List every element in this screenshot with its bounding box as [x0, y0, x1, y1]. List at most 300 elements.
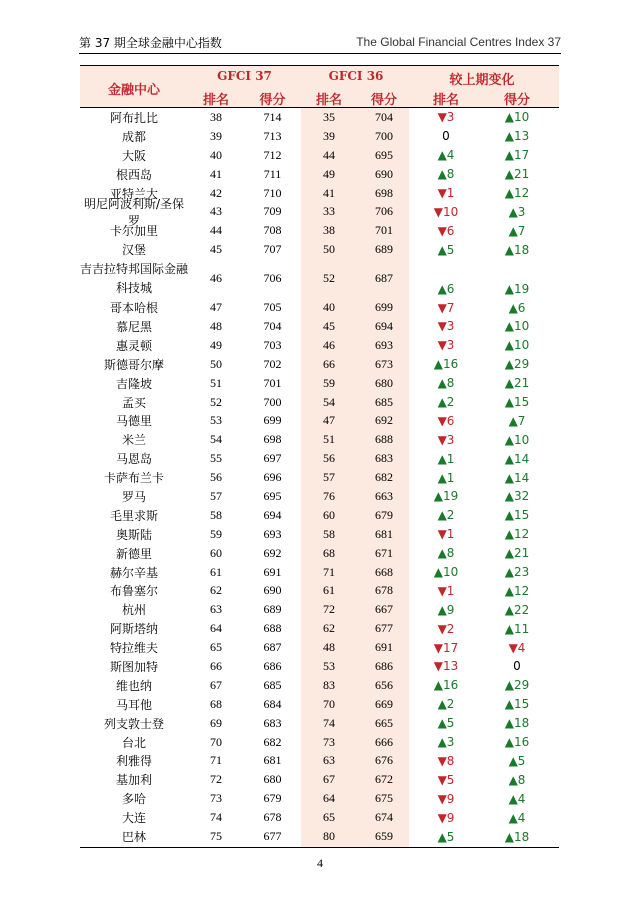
centre-name: 吉吉拉特邦国际金融科技城 — [80, 261, 189, 295]
score-change: ▲19 — [504, 282, 530, 297]
table-row — [80, 146, 559, 165]
score-37: 694 — [263, 507, 282, 522]
rank-37: 66 — [210, 658, 222, 673]
header-financial-centre: 金融中心 — [107, 83, 160, 98]
score-37: 713 — [263, 128, 282, 143]
score-37: 680 — [263, 772, 282, 787]
rank-36: 80 — [323, 829, 335, 843]
score-37: 703 — [263, 337, 282, 352]
table-top-rule — [80, 65, 559, 66]
table-row — [80, 108, 559, 127]
table-row — [80, 127, 559, 146]
header-rank-change: 排名 — [432, 93, 459, 108]
rank-change: ▼8 — [437, 753, 455, 768]
score-change: ▲12 — [504, 186, 530, 200]
rank-change: ▼6 — [437, 223, 455, 238]
score-36: 681 — [375, 526, 393, 541]
rank-37: 59 — [210, 526, 222, 541]
table-row — [80, 827, 559, 846]
score-change: ▲10 — [504, 338, 530, 353]
score-36: 668 — [375, 564, 393, 579]
rank-36: 66 — [323, 356, 335, 371]
rank-37: 46 — [210, 271, 222, 286]
page-number: 4 — [317, 856, 323, 870]
rank-change: ▼6 — [437, 413, 455, 428]
rank-change: ▼5 — [437, 772, 455, 787]
rank-37: 55 — [210, 451, 222, 466]
rank-37: 72 — [210, 772, 222, 787]
score-37: 706 — [263, 271, 282, 286]
table-row — [80, 808, 559, 827]
score-36: 669 — [375, 696, 393, 711]
score-36: 692 — [375, 413, 393, 428]
table-row — [80, 676, 559, 695]
score-36: 678 — [375, 583, 393, 598]
table-row — [80, 563, 559, 582]
score-37: 705 — [263, 300, 282, 315]
rank-36: 76 — [323, 488, 335, 503]
score-37: 677 — [263, 829, 282, 843]
centre-name: 台北 — [121, 735, 146, 750]
header-gfci36: GFCI 36 — [328, 69, 384, 83]
table-row — [80, 581, 559, 600]
rank-36: 48 — [323, 640, 335, 655]
rank-37: 61 — [210, 564, 222, 579]
centre-name: 明尼阿波利斯/圣保罗 — [83, 196, 185, 228]
score-37: 696 — [263, 470, 282, 485]
table-row — [80, 259, 559, 298]
rank-37: 50 — [210, 356, 222, 371]
rank-37: 74 — [210, 810, 222, 825]
rank-37: 60 — [210, 545, 222, 560]
rank-37: 54 — [210, 432, 222, 447]
centre-name: 巴林 — [121, 830, 146, 844]
score-37: 714 — [263, 109, 282, 124]
centre-name: 斯图加特 — [109, 659, 158, 674]
rank-36: 45 — [323, 318, 335, 333]
table-row — [80, 544, 559, 563]
rank-37: 44 — [210, 223, 222, 238]
score-36: 672 — [375, 772, 393, 787]
centre-name: 赫尔辛基 — [109, 565, 158, 580]
score-change: ▲5 — [508, 753, 526, 768]
score-36: 701 — [375, 223, 393, 238]
rank-37: 69 — [210, 715, 222, 730]
score-37: 678 — [263, 810, 282, 825]
score-change: ▲10 — [504, 432, 530, 447]
centre-name: 根西岛 — [115, 167, 152, 182]
rank-37: 39 — [210, 128, 222, 143]
centre-name: 吉隆坡 — [115, 376, 152, 391]
rank-37: 73 — [210, 791, 222, 806]
score-36: 694 — [375, 318, 393, 333]
rank-change: ▼3 — [437, 338, 455, 353]
rank-change: ▲3 — [437, 735, 455, 750]
rank-change: ▼3 — [437, 110, 455, 125]
rank-change: ▼1 — [437, 527, 455, 542]
rank-36: 51 — [323, 432, 335, 447]
score-37: 711 — [263, 166, 282, 181]
score-change: ▲21 — [504, 376, 530, 391]
rank-36: 41 — [323, 185, 335, 200]
score-37: 689 — [263, 602, 282, 617]
score-37: 691 — [263, 564, 282, 579]
table-row — [80, 789, 559, 808]
score-37: 687 — [263, 640, 282, 655]
rank-change: ▲2 — [437, 395, 455, 410]
centre-name: 亚特兰大 — [109, 186, 158, 201]
score-36: 690 — [375, 166, 393, 181]
table-row — [80, 657, 559, 676]
centre-name: 毛里求斯 — [109, 508, 158, 523]
rank-change: ▲4 — [437, 148, 455, 163]
rank-36: 56 — [323, 451, 335, 466]
rank-36: 65 — [323, 810, 335, 825]
header-change: 较上期变化 — [449, 73, 515, 88]
rank-change: ▼3 — [437, 319, 455, 334]
score-36: 683 — [375, 451, 393, 466]
rank-37: 49 — [210, 337, 222, 352]
rank-37: 64 — [210, 621, 222, 636]
centre-name: 大连 — [121, 811, 146, 826]
header-gfci37: GFCI 37 — [217, 69, 272, 83]
table-row — [80, 355, 559, 374]
rank-change: ▼9 — [437, 810, 455, 825]
score-36: 686 — [375, 658, 393, 673]
score-37: 690 — [263, 583, 282, 598]
rank-36: 50 — [323, 242, 335, 257]
rank-37: 58 — [210, 507, 222, 522]
score-change: ▲4 — [508, 791, 526, 806]
rank-36: 49 — [323, 166, 335, 181]
rank-37: 48 — [210, 318, 222, 333]
score-change: ▲6 — [508, 300, 526, 315]
table-row — [80, 733, 559, 752]
header-rank-36: 排名 — [315, 93, 342, 108]
rank-36: 46 — [323, 337, 335, 352]
rank-36: 40 — [323, 300, 335, 315]
table-row — [80, 487, 559, 506]
rank-36: 73 — [323, 734, 335, 749]
table-row — [80, 770, 559, 789]
rank-37: 57 — [210, 488, 222, 503]
rank-change: ▲2 — [437, 697, 455, 712]
score-change: ▲14 — [504, 470, 530, 485]
score-36: 691 — [375, 640, 393, 655]
score-36: 667 — [375, 602, 393, 617]
rank-36: 54 — [323, 394, 335, 409]
table-row — [80, 506, 559, 525]
score-36: 656 — [375, 677, 393, 692]
centre-name: 卡尔加里 — [109, 224, 158, 239]
centre-name: 汉堡 — [121, 243, 146, 258]
rank-37: 70 — [210, 734, 222, 749]
score-36: 689 — [375, 242, 393, 257]
centre-name: 马德里 — [115, 414, 152, 429]
centre-name: 多哈 — [121, 792, 146, 807]
rank-36: 63 — [323, 753, 335, 768]
table-row — [80, 714, 559, 733]
centre-name: 马耳他 — [115, 697, 152, 712]
rank-change: ▲8 — [437, 376, 455, 391]
table-row — [80, 468, 559, 487]
rank-36: 38 — [323, 223, 335, 238]
centre-name: 奥斯陆 — [115, 527, 152, 542]
rank-36: 74 — [323, 715, 335, 730]
rank-37: 67 — [210, 677, 222, 692]
running-header-title: 第 37 期全球金融中心指数 — [79, 36, 222, 50]
centre-name: 斯德哥尔摩 — [103, 357, 164, 372]
score-36: 677 — [375, 621, 393, 636]
score-36: 682 — [375, 470, 393, 485]
score-36: 693 — [375, 337, 393, 352]
score-change: ▲15 — [504, 697, 530, 712]
score-36: 680 — [375, 375, 393, 390]
score-change: ▲10 — [504, 319, 530, 334]
score-change: ▲23 — [504, 565, 530, 580]
table-row — [80, 695, 559, 714]
score-change: ▲3 — [508, 204, 526, 219]
table-bottom-rule — [80, 847, 559, 848]
table-row — [80, 619, 559, 638]
rank-36: 60 — [323, 507, 335, 522]
table-row — [80, 638, 559, 657]
header-rank-37: 排名 — [202, 93, 229, 108]
score-37: 699 — [263, 413, 282, 428]
score-37: 683 — [263, 715, 282, 730]
rank-37: 42 — [210, 185, 222, 200]
score-37: 679 — [263, 791, 282, 806]
table-row — [80, 298, 559, 317]
rank-change: ▲8 — [437, 167, 455, 182]
score-36: 666 — [375, 734, 393, 749]
score-37: 697 — [263, 451, 282, 466]
centre-name: 罗马 — [121, 489, 146, 504]
score-37: 693 — [263, 526, 282, 541]
score-change: ▲15 — [504, 395, 530, 410]
score-37: 681 — [263, 753, 282, 768]
score-36: 674 — [375, 810, 393, 825]
score-37: 707 — [263, 242, 282, 257]
rank-36: 64 — [323, 791, 335, 806]
rank-37: 56 — [210, 470, 222, 485]
rank-change: ▼1 — [437, 583, 455, 598]
score-change: ▲8 — [508, 772, 526, 787]
centre-name: 维也纳 — [115, 678, 152, 693]
rank-change: ▲5 — [437, 829, 455, 844]
rank-37: 53 — [210, 413, 222, 428]
rank-change: ▲2 — [437, 508, 455, 523]
score-36: 679 — [375, 507, 393, 522]
score-change: ▲12 — [504, 583, 530, 598]
score-change: ▲18 — [504, 716, 530, 731]
centre-name: 杭州 — [121, 603, 146, 618]
score-change: ▲29 — [504, 678, 530, 693]
score-36: 695 — [375, 147, 393, 162]
rank-37: 65 — [210, 640, 222, 655]
rank-37: 62 — [210, 583, 222, 598]
table-row — [80, 411, 559, 430]
score-change: ▲17 — [504, 148, 530, 163]
rank-36: 61 — [323, 583, 335, 598]
score-change: ▲15 — [504, 508, 530, 523]
rank-change: ▼9 — [437, 791, 455, 806]
rank-36: 71 — [323, 564, 335, 579]
rank-change: ▼7 — [437, 300, 455, 315]
rank-37: 63 — [210, 602, 222, 617]
score-37: 695 — [263, 488, 282, 503]
rank-37: 47 — [210, 300, 222, 315]
rank-change: ▲16 — [433, 357, 459, 372]
rank-change: ▲6 — [437, 282, 455, 297]
centre-name: 大阪 — [121, 148, 146, 163]
centre-name: 特拉维夫 — [109, 641, 158, 656]
rank-36: 68 — [323, 545, 335, 560]
centre-name: 卡萨布兰卡 — [103, 471, 164, 486]
score-37: 685 — [263, 677, 282, 692]
score-change: ▲12 — [504, 527, 530, 542]
table-row — [80, 240, 559, 259]
score-change: ▲11 — [504, 621, 530, 636]
score-36: 687 — [375, 271, 393, 286]
centre-name: 米兰 — [121, 433, 146, 448]
rank-37: 68 — [210, 696, 222, 711]
score-36: 676 — [375, 753, 393, 768]
score-change: ▲21 — [504, 167, 530, 182]
rank-change: ▼17 — [433, 640, 459, 655]
score-change: ▲32 — [504, 489, 530, 504]
score-36: 673 — [375, 356, 393, 371]
rank-36: 83 — [323, 677, 335, 692]
header-rule — [79, 53, 561, 54]
rank-change: ▲9 — [437, 602, 455, 617]
rank-36: 72 — [323, 602, 335, 617]
score-37: 692 — [263, 545, 282, 560]
score-37: 682 — [263, 734, 282, 749]
score-change: ▲16 — [504, 735, 530, 750]
header-score-37: 得分 — [259, 93, 286, 108]
centre-name: 慕尼黑 — [115, 319, 152, 334]
rank-change: ▼10 — [433, 204, 459, 219]
rank-37: 52 — [210, 394, 222, 409]
centre-name: 惠灵顿 — [115, 338, 152, 353]
centre-name: 基加利 — [115, 773, 152, 788]
score-change: ▼4 — [508, 640, 526, 655]
table-row — [80, 374, 559, 393]
rank-change: ▼3 — [437, 432, 455, 447]
table-row — [80, 430, 559, 449]
table-row — [80, 525, 559, 544]
centre-name: 布鲁塞尔 — [109, 584, 158, 599]
score-change: ▲7 — [508, 413, 526, 428]
score-36: 704 — [375, 109, 393, 124]
centre-name: 阿斯塔纳 — [109, 622, 158, 637]
score-36: 698 — [375, 185, 393, 200]
centre-name: 成都 — [121, 129, 146, 144]
table-row — [80, 600, 559, 619]
rank-change: ▲5 — [437, 242, 455, 257]
rank-36: 47 — [323, 413, 335, 428]
score-change: ▲7 — [508, 223, 526, 238]
score-37: 700 — [263, 394, 282, 409]
table-row — [80, 165, 559, 184]
rank-37: 71 — [210, 753, 222, 768]
centre-name: 马恩岛 — [115, 452, 152, 467]
rank-change: ▼13 — [433, 659, 459, 674]
table-row — [80, 196, 559, 228]
rank-37: 40 — [210, 147, 222, 162]
score-change: ▲18 — [504, 829, 530, 844]
score-37: 684 — [263, 696, 282, 711]
score-37: 704 — [263, 318, 282, 333]
score-37: 710 — [263, 185, 282, 200]
centre-name: 利雅得 — [115, 754, 152, 769]
score-37: 709 — [263, 204, 282, 219]
table-row — [80, 393, 559, 412]
score-36: 671 — [375, 545, 393, 560]
rank-change: ▲10 — [433, 565, 459, 580]
rank-37: 75 — [210, 829, 222, 843]
rank-37: 51 — [210, 375, 222, 390]
centre-name: 哥本哈根 — [109, 301, 158, 316]
score-36: 675 — [375, 791, 393, 806]
score-36: 688 — [375, 432, 393, 447]
table-row — [80, 221, 559, 240]
score-36: 700 — [375, 128, 393, 143]
centre-name: 新德里 — [115, 546, 152, 561]
rank-37: 38 — [210, 109, 222, 124]
score-37: 712 — [263, 147, 282, 162]
rank-36: 39 — [323, 128, 335, 143]
score-36: 659 — [375, 829, 393, 843]
score-change: 0 — [513, 659, 521, 674]
centre-name: 孟买 — [121, 395, 146, 410]
score-37: 686 — [263, 658, 282, 673]
table-row — [80, 336, 559, 355]
score-37: 702 — [263, 356, 282, 371]
table-row — [80, 752, 559, 771]
score-36: 685 — [375, 394, 393, 409]
score-37: 688 — [263, 621, 282, 636]
running-header-english: The Global Financial Centres Index 37 — [356, 35, 561, 49]
score-change: ▲29 — [504, 357, 530, 372]
rank-change: ▲8 — [437, 546, 455, 561]
rank-change: ▼1 — [437, 186, 455, 200]
rank-36: 35 — [323, 109, 335, 124]
rank-36: 53 — [323, 658, 335, 673]
score-37: 708 — [263, 223, 282, 238]
rank-36: 44 — [323, 147, 335, 162]
rank-37: 41 — [210, 166, 222, 181]
score-36: 706 — [375, 204, 393, 219]
rank-change: ▲16 — [433, 678, 459, 693]
rank-change: ▲5 — [437, 716, 455, 731]
centre-name: 阿布扎比 — [109, 110, 158, 125]
table-row — [80, 449, 559, 468]
score-36: 699 — [375, 300, 393, 315]
header-score-change: 得分 — [503, 93, 530, 108]
score-36: 663 — [375, 488, 393, 503]
rank-change: ▼2 — [437, 621, 455, 636]
rank-change: ▲1 — [437, 470, 455, 485]
score-change: ▲22 — [504, 602, 530, 617]
rank-change: ▲19 — [433, 489, 459, 504]
rank-37: 45 — [210, 242, 222, 257]
rank-36: 33 — [323, 204, 335, 219]
score-change: ▲21 — [504, 546, 530, 561]
rank-change: ▲1 — [437, 451, 455, 466]
score-37: 698 — [263, 432, 282, 447]
